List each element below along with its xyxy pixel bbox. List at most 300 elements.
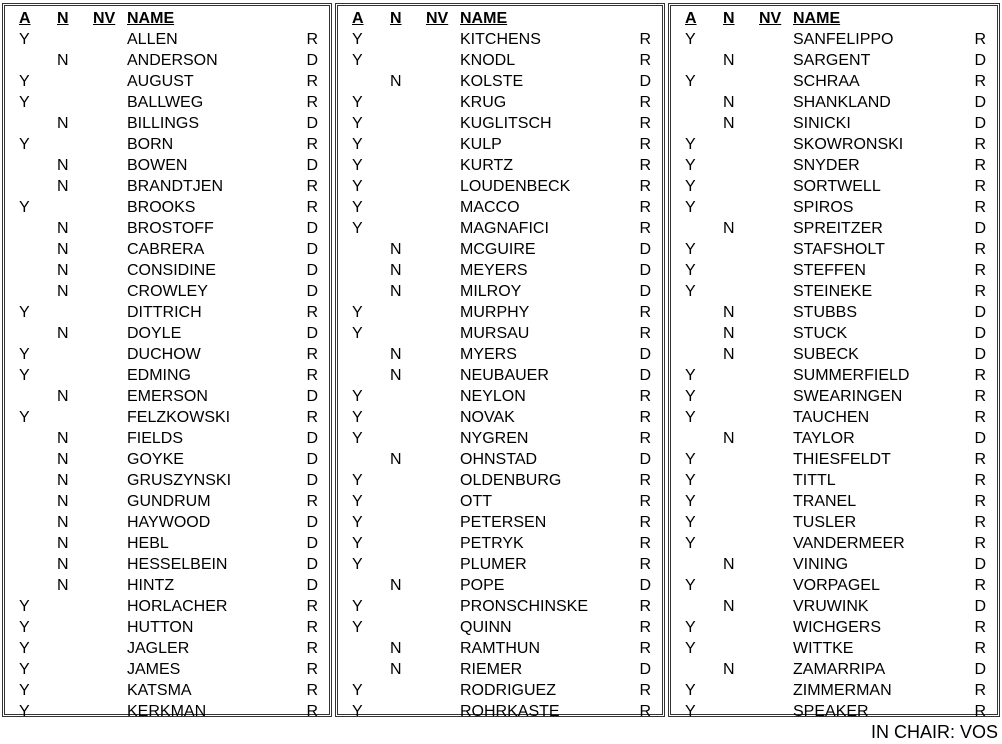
- legislator-name: OHNSTAD: [460, 451, 538, 468]
- header-name: NAME: [127, 10, 175, 27]
- vote-mark: Y: [685, 640, 696, 657]
- vote-mark: N: [390, 640, 402, 657]
- party-code: D: [306, 430, 318, 447]
- legislator-row: [671, 470, 997, 491]
- party-code: R: [306, 94, 318, 111]
- party-code: R: [974, 472, 986, 489]
- legislator-name: WICHGERS: [793, 619, 881, 636]
- party-code: R: [306, 199, 318, 216]
- party-code: D: [306, 514, 318, 531]
- vote-mark: Y: [352, 682, 363, 699]
- vote-mark: Y: [685, 157, 696, 174]
- legislator-name: STUBBS: [793, 304, 858, 321]
- legislator-name: STEINEKE: [793, 283, 873, 300]
- legislator-name: HAYWOOD: [127, 514, 211, 531]
- header-n: N: [390, 10, 402, 27]
- legislator-row: [338, 134, 662, 155]
- legislator-name: NOVAK: [460, 409, 515, 426]
- legislator-row: [5, 659, 329, 680]
- legislator-row: [671, 176, 997, 197]
- vote-mark: N: [57, 556, 69, 573]
- legislator-row: [5, 260, 329, 281]
- party-code: D: [974, 52, 986, 69]
- legislator-row: [5, 407, 329, 428]
- party-code: R: [639, 178, 651, 195]
- legislator-name: MURSAU: [460, 325, 530, 342]
- legislator-name: DITTRICH: [127, 304, 202, 321]
- legislator-row: [338, 596, 662, 617]
- legislator-name: CABRERA: [127, 241, 205, 258]
- vote-mark: Y: [352, 220, 363, 237]
- legislator-row: [338, 407, 662, 428]
- roll-call-column-3: [668, 3, 1000, 720]
- vote-mark: Y: [685, 619, 696, 636]
- party-code: D: [306, 283, 318, 300]
- legislator-name: SARGENT: [793, 52, 871, 69]
- party-code: R: [639, 325, 651, 342]
- party-code: R: [639, 430, 651, 447]
- header-a: A: [685, 10, 697, 27]
- vote-mark: N: [723, 94, 735, 111]
- legislator-row: [671, 680, 997, 701]
- legislator-row: [338, 680, 662, 701]
- legislator-row: [338, 659, 662, 680]
- vote-mark: N: [390, 661, 402, 678]
- legislator-name: ZAMARRIPA: [793, 661, 886, 678]
- vote-mark: N: [57, 493, 69, 510]
- vote-mark: N: [390, 262, 402, 279]
- legislator-row: [338, 701, 662, 722]
- legislator-row: [671, 134, 997, 155]
- legislator-name: VORPAGEL: [793, 577, 880, 594]
- legislator-name: VANDERMEER: [793, 535, 905, 552]
- vote-mark: N: [390, 367, 402, 384]
- vote-mark: N: [57, 451, 69, 468]
- party-code: D: [974, 115, 986, 132]
- vote-mark: Y: [19, 598, 30, 615]
- party-code: R: [639, 493, 651, 510]
- party-code: R: [974, 178, 986, 195]
- legislator-row: [671, 113, 997, 134]
- party-code: R: [639, 157, 651, 174]
- vote-mark: Y: [352, 409, 363, 426]
- party-code: D: [974, 556, 986, 573]
- legislator-name: PETRYK: [460, 535, 524, 552]
- legislator-name: KITCHENS: [460, 31, 541, 48]
- party-code: D: [639, 367, 651, 384]
- party-code: D: [974, 430, 986, 447]
- legislator-name: VRUWINK: [793, 598, 869, 615]
- party-code: D: [639, 262, 651, 279]
- vote-mark: Y: [685, 577, 696, 594]
- legislator-row: [5, 596, 329, 617]
- legislator-name: MCGUIRE: [460, 241, 536, 258]
- vote-mark: Y: [685, 514, 696, 531]
- party-code: R: [306, 493, 318, 510]
- legislator-row: [671, 281, 997, 302]
- legislator-row: [5, 365, 329, 386]
- legislator-name: STUCK: [793, 325, 848, 342]
- party-code: R: [974, 367, 986, 384]
- vote-mark: N: [57, 262, 69, 279]
- vote-mark: N: [390, 73, 402, 90]
- legislator-name: TAYLOR: [793, 430, 855, 447]
- legislator-row: [338, 176, 662, 197]
- legislator-name: BORN: [127, 136, 174, 153]
- vote-mark: Y: [685, 367, 696, 384]
- party-code: D: [974, 325, 986, 342]
- legislator-row: [671, 659, 997, 680]
- party-code: R: [306, 73, 318, 90]
- legislator-name: SANFELIPPO: [793, 31, 894, 48]
- vote-mark: Y: [685, 31, 696, 48]
- vote-mark: Y: [685, 283, 696, 300]
- legislator-name: MACCO: [460, 199, 520, 216]
- legislator-row: [671, 575, 997, 596]
- party-code: R: [639, 556, 651, 573]
- legislator-row: [671, 323, 997, 344]
- legislator-name: BALLWEG: [127, 94, 204, 111]
- legislator-name: FELZKOWSKI: [127, 409, 231, 426]
- party-code: R: [639, 514, 651, 531]
- party-code: D: [306, 241, 318, 258]
- legislator-name: GOYKE: [127, 451, 184, 468]
- party-code: R: [974, 136, 986, 153]
- vote-mark: Y: [685, 535, 696, 552]
- vote-mark: Y: [352, 304, 363, 321]
- legislator-row: [338, 617, 662, 638]
- legislator-row: [5, 71, 329, 92]
- legislator-row: [671, 50, 997, 71]
- party-code: R: [639, 220, 651, 237]
- legislator-name: WITTKE: [793, 640, 854, 657]
- legislator-name: KERKMAN: [127, 703, 207, 720]
- party-code: R: [974, 535, 986, 552]
- vote-mark: Y: [352, 430, 363, 447]
- legislator-row: [338, 50, 662, 71]
- legislator-row: [5, 512, 329, 533]
- party-code: R: [306, 703, 318, 720]
- vote-mark: N: [390, 241, 402, 258]
- vote-mark: Y: [19, 682, 30, 699]
- party-code: D: [306, 52, 318, 69]
- party-code: R: [306, 409, 318, 426]
- legislator-row: [338, 344, 662, 365]
- legislator-name: FIELDS: [127, 430, 184, 447]
- legislator-name: SNYDER: [793, 157, 860, 174]
- legislator-name: ZIMMERMAN: [793, 682, 892, 699]
- legislator-name: RIEMER: [460, 661, 523, 678]
- party-code: D: [306, 577, 318, 594]
- legislator-row: [671, 596, 997, 617]
- legislator-row: [5, 638, 329, 659]
- vote-mark: Y: [685, 262, 696, 279]
- party-code: R: [639, 682, 651, 699]
- vote-mark: Y: [19, 31, 30, 48]
- vote-mark: Y: [352, 199, 363, 216]
- legislator-row: [671, 428, 997, 449]
- legislator-name: LOUDENBECK: [460, 178, 571, 195]
- legislator-name: KNODL: [460, 52, 516, 69]
- legislator-row: [671, 554, 997, 575]
- party-code: D: [639, 283, 651, 300]
- legislator-row: [5, 470, 329, 491]
- legislator-name: KATSMA: [127, 682, 192, 699]
- party-code: R: [306, 367, 318, 384]
- legislator-name: NYGREN: [460, 430, 529, 447]
- vote-mark: Y: [352, 325, 363, 342]
- party-code: D: [306, 157, 318, 174]
- legislator-name: TUSLER: [793, 514, 857, 531]
- legislator-name: NEYLON: [460, 388, 526, 405]
- legislator-name: SHANKLAND: [793, 94, 891, 111]
- legislator-name: AUGUST: [127, 73, 194, 90]
- vote-mark: N: [57, 325, 69, 342]
- legislator-name: SPREITZER: [793, 220, 883, 237]
- party-code: R: [306, 136, 318, 153]
- legislator-name: SORTWELL: [793, 178, 881, 195]
- vote-mark: N: [57, 577, 69, 594]
- legislator-row: [5, 344, 329, 365]
- party-code: R: [639, 31, 651, 48]
- vote-mark: Y: [685, 682, 696, 699]
- vote-mark: Y: [352, 535, 363, 552]
- vote-mark: Y: [19, 640, 30, 657]
- vote-mark: Y: [685, 472, 696, 489]
- legislator-name: BRANDTJEN: [127, 178, 224, 195]
- vote-mark: N: [723, 325, 735, 342]
- party-code: R: [639, 388, 651, 405]
- legislator-name: KULP: [460, 136, 502, 153]
- vote-mark: N: [57, 178, 69, 195]
- party-code: R: [974, 514, 986, 531]
- party-code: D: [306, 451, 318, 468]
- legislator-name: OTT: [460, 493, 492, 510]
- legislator-name: SUBECK: [793, 346, 859, 363]
- vote-mark: N: [57, 283, 69, 300]
- legislator-row: [671, 29, 997, 50]
- vote-mark: N: [57, 388, 69, 405]
- vote-mark: Y: [685, 409, 696, 426]
- legislator-row: [671, 92, 997, 113]
- vote-mark: N: [723, 52, 735, 69]
- party-code: R: [639, 136, 651, 153]
- legislator-name: KRUG: [460, 94, 507, 111]
- column-header: [671, 8, 997, 29]
- party-code: R: [639, 598, 651, 615]
- legislator-row: [338, 71, 662, 92]
- header-name: NAME: [460, 10, 508, 27]
- party-code: D: [639, 577, 651, 594]
- party-code: R: [639, 199, 651, 216]
- legislator-name: EDMING: [127, 367, 191, 384]
- party-code: R: [974, 493, 986, 510]
- vote-mark: Y: [19, 367, 30, 384]
- party-code: R: [974, 388, 986, 405]
- vote-mark: Y: [352, 157, 363, 174]
- header-a: A: [352, 10, 364, 27]
- legislator-row: [671, 533, 997, 554]
- vote-mark: Y: [352, 493, 363, 510]
- legislator-name: CROWLEY: [127, 283, 208, 300]
- vote-mark: Y: [352, 619, 363, 636]
- vote-mark: N: [390, 577, 402, 594]
- legislator-row: [5, 617, 329, 638]
- legislator-name: SPIROS: [793, 199, 854, 216]
- column-header: [338, 8, 662, 29]
- legislator-row: [338, 386, 662, 407]
- roll-call-column-2: [335, 3, 665, 720]
- vote-mark: Y: [685, 136, 696, 153]
- legislator-row: [5, 176, 329, 197]
- vote-mark: Y: [19, 304, 30, 321]
- legislator-row: [5, 575, 329, 596]
- vote-mark: Y: [352, 388, 363, 405]
- party-code: R: [974, 640, 986, 657]
- legislator-name: SKOWRONSKI: [793, 136, 904, 153]
- party-code: R: [306, 661, 318, 678]
- party-code: R: [974, 31, 986, 48]
- legislator-name: CONSIDINE: [127, 262, 216, 279]
- vote-mark: Y: [352, 31, 363, 48]
- legislator-name: MAGNAFICI: [460, 220, 549, 237]
- legislator-row: [5, 218, 329, 239]
- legislator-row: [671, 239, 997, 260]
- party-code: D: [974, 598, 986, 615]
- legislator-row: [5, 449, 329, 470]
- vote-mark: N: [57, 241, 69, 258]
- roll-call-column-1: [2, 3, 332, 720]
- vote-mark: N: [723, 661, 735, 678]
- legislator-row: [5, 197, 329, 218]
- vote-mark: Y: [352, 52, 363, 69]
- header-nv: NV: [759, 10, 782, 27]
- legislator-name: PRONSCHINSKE: [460, 598, 589, 615]
- legislator-row: [338, 155, 662, 176]
- legislator-row: [338, 575, 662, 596]
- party-code: R: [974, 262, 986, 279]
- party-code: R: [974, 157, 986, 174]
- vote-mark: Y: [19, 73, 30, 90]
- party-code: R: [974, 199, 986, 216]
- legislator-name: KOLSTE: [460, 73, 524, 90]
- legislator-name: QUINN: [460, 619, 512, 636]
- legislator-row: [5, 29, 329, 50]
- legislator-row: [671, 701, 997, 722]
- legislator-row: [671, 638, 997, 659]
- party-code: R: [639, 304, 651, 321]
- vote-mark: Y: [352, 472, 363, 489]
- legislator-name: TRANEL: [793, 493, 857, 510]
- legislator-row: [671, 197, 997, 218]
- header-n: N: [57, 10, 69, 27]
- legislator-name: VINING: [793, 556, 849, 573]
- vote-mark: Y: [352, 598, 363, 615]
- party-code: D: [974, 94, 986, 111]
- party-code: D: [639, 661, 651, 678]
- legislator-name: STEFFEN: [793, 262, 866, 279]
- legislator-row: [338, 470, 662, 491]
- party-code: R: [639, 115, 651, 132]
- party-code: D: [306, 472, 318, 489]
- legislator-row: [5, 491, 329, 512]
- legislator-name: POPE: [460, 577, 505, 594]
- party-code: D: [974, 220, 986, 237]
- party-code: D: [639, 241, 651, 258]
- party-code: R: [974, 241, 986, 258]
- header-name: NAME: [793, 10, 841, 27]
- vote-mark: Y: [19, 346, 30, 363]
- party-code: D: [639, 451, 651, 468]
- header-n: N: [723, 10, 735, 27]
- party-code: R: [974, 682, 986, 699]
- vote-mark: Y: [352, 136, 363, 153]
- legislator-name: TITTL: [793, 472, 836, 489]
- party-code: D: [306, 535, 318, 552]
- party-code: R: [306, 346, 318, 363]
- legislator-row: [5, 428, 329, 449]
- vote-mark: N: [723, 598, 735, 615]
- vote-mark: N: [57, 535, 69, 552]
- legislator-row: [671, 365, 997, 386]
- vote-mark: Y: [685, 241, 696, 258]
- legislator-row: [671, 71, 997, 92]
- legislator-row: [338, 491, 662, 512]
- legislator-row: [338, 260, 662, 281]
- legislator-name: ANDERSON: [127, 52, 218, 69]
- legislator-name: BOWEN: [127, 157, 188, 174]
- party-code: D: [306, 220, 318, 237]
- party-code: D: [974, 661, 986, 678]
- legislator-row: [338, 428, 662, 449]
- legislator-name: DOYLE: [127, 325, 182, 342]
- party-code: R: [639, 409, 651, 426]
- legislator-row: [338, 512, 662, 533]
- vote-mark: N: [390, 346, 402, 363]
- vote-mark: Y: [352, 556, 363, 573]
- legislator-name: SWEARINGEN: [793, 388, 903, 405]
- party-code: D: [974, 304, 986, 321]
- party-code: R: [306, 31, 318, 48]
- legislator-name: BROSTOFF: [127, 220, 214, 237]
- legislator-name: THIESFELDT: [793, 451, 891, 468]
- vote-mark: Y: [685, 703, 696, 720]
- party-code: R: [639, 94, 651, 111]
- legislator-name: HUTTON: [127, 619, 194, 636]
- vote-mark: Y: [19, 619, 30, 636]
- vote-mark: Y: [352, 514, 363, 531]
- legislator-name: ALLEN: [127, 31, 178, 48]
- legislator-row: [671, 302, 997, 323]
- party-code: R: [974, 451, 986, 468]
- legislator-name: SPEAKER: [793, 703, 869, 720]
- party-code: D: [306, 556, 318, 573]
- legislator-row: [671, 617, 997, 638]
- legislator-name: MILROY: [460, 283, 522, 300]
- legislator-name: JAMES: [127, 661, 181, 678]
- party-code: D: [639, 73, 651, 90]
- legislator-row: [338, 239, 662, 260]
- header-nv: NV: [93, 10, 116, 27]
- vote-mark: N: [57, 115, 69, 132]
- legislator-row: [338, 533, 662, 554]
- party-code: R: [639, 472, 651, 489]
- legislator-row: [671, 407, 997, 428]
- legislator-row: [5, 92, 329, 113]
- vote-mark: Y: [352, 703, 363, 720]
- legislator-name: PLUMER: [460, 556, 527, 573]
- legislator-row: [5, 113, 329, 134]
